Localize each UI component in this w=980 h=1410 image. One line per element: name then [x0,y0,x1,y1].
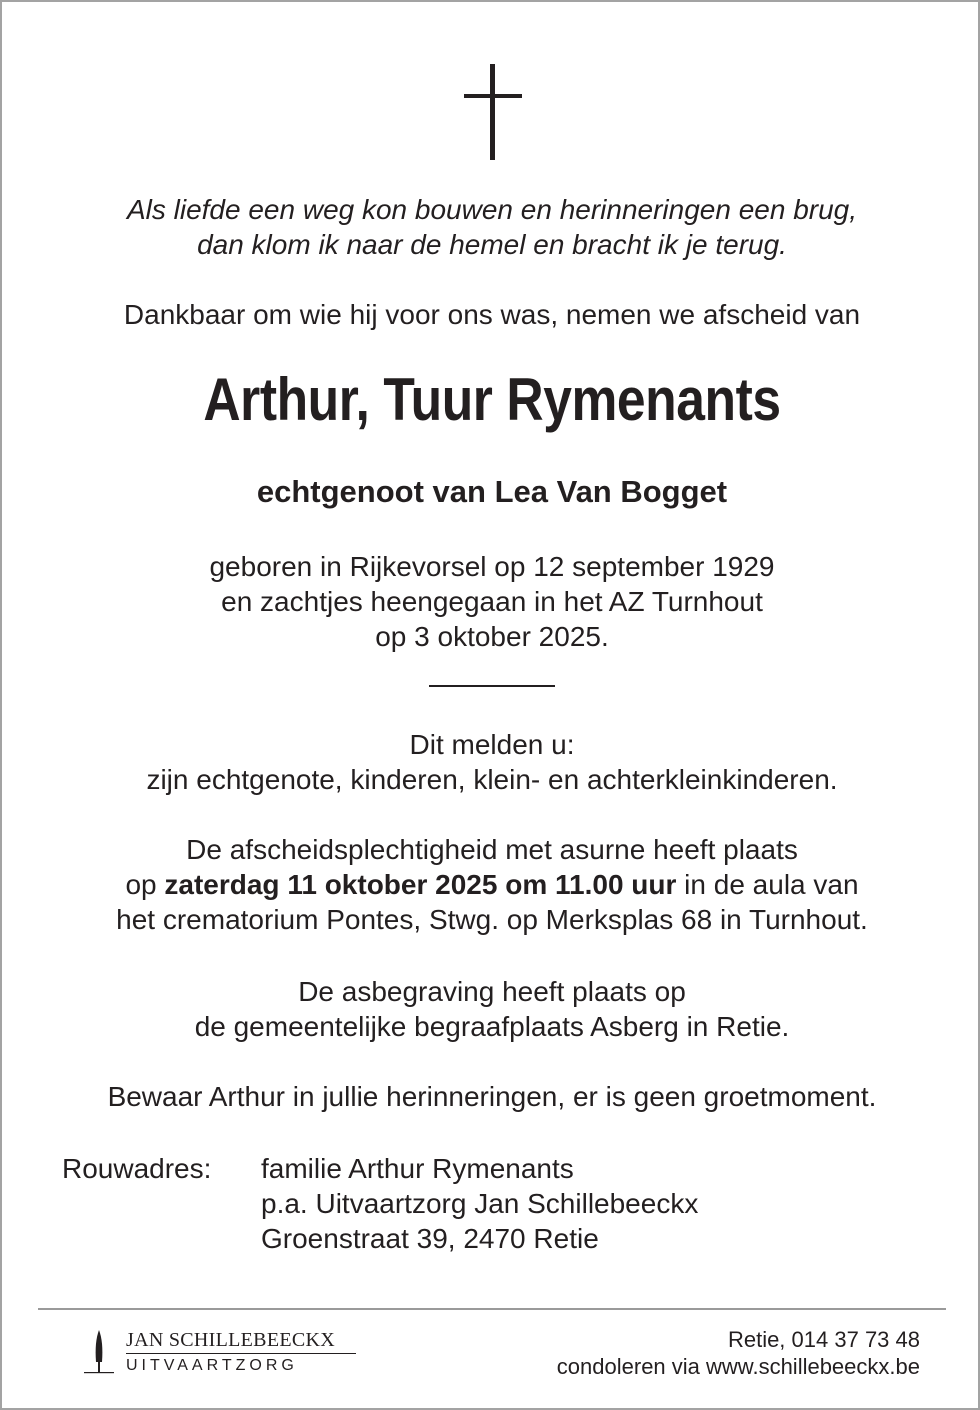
phone-line: Retie, 014 37 73 48 [727,1327,920,1352]
address-label: Rouwadres: [62,1153,212,1184]
address-line-3: Groenstraat 39, 2470 Retie [261,1223,599,1254]
announcement [2,727,980,797]
footer-divider [38,1308,946,1310]
burial-line-1: De asbegraving heeft plaats op [298,976,686,1007]
ceremony-line-1: De afscheidsplechtigheid met asurne heeft plaats [186,834,798,865]
ceremony-datetime: zaterdag 11 oktober 2025 om 11.00 uur [164,869,677,900]
poem-line-2: dan klom ik naar de hemel en bracht ik je terug. [197,229,787,260]
ceremony-post: in de aula van [676,869,859,900]
cross-icon [464,64,522,160]
ceremony-pre: op [125,869,165,900]
life-dates [2,549,980,654]
funeral-home-logo [82,1328,372,1378]
memory-note: Bewaar Arthur in jullie herinneringen, er is geen groetmoment. [107,1081,877,1112]
ceremony-info [2,832,980,937]
divider [429,685,555,687]
website-line[interactable]: condoleren via www.schillebeeckx.be [556,1354,920,1379]
address-line-2: p.a. Uitvaartzorg Jan Schillebeeckx [261,1188,699,1219]
logo-divider [126,1353,356,1354]
contact-info [557,1326,920,1380]
brand-subtitle: UITVAARTZORG [126,1357,298,1374]
ceremony-line-2 [2,867,980,902]
passing-date-line: op 3 oktober 2025. [375,621,609,652]
birth-line: geboren in Rijkevorsel op 12 september 1929 [209,551,775,582]
intro-text: Dankbaar om wie hij voor ons was, nemen we afscheid van [123,299,861,330]
address-line-1: familie Arthur Rymenants [261,1153,574,1184]
passing-line: en zachtjes heengegaan in het AZ Turnhout [221,586,763,617]
burial-info [2,974,980,1044]
poem [2,192,980,262]
brand-name: JAN SCHILLEBEECKX [126,1329,335,1351]
announce-line-2: zijn echtgenote, kinderen, klein- en achterkleinkinderen. [146,764,838,795]
ceremony-line-3: het crematorium Pontes, Stwg. op Merksplas 68 in Turnhout. [116,904,868,935]
deceased-name: Arthur, Tuur Rymenants [203,366,781,433]
burial-line-2: de gemeentelijke begraafplaats Asberg in Retie. [194,1011,790,1042]
poem-line-1: Als liefde een weg kon bouwen en herinneringen een brug, [126,194,858,225]
address-lines [261,1151,698,1256]
announce-line-1: Dit melden u: [409,729,575,760]
spouse-line: echtgenoot van Lea Van Bogget [256,474,728,509]
cypress-tree-icon [82,1328,116,1378]
